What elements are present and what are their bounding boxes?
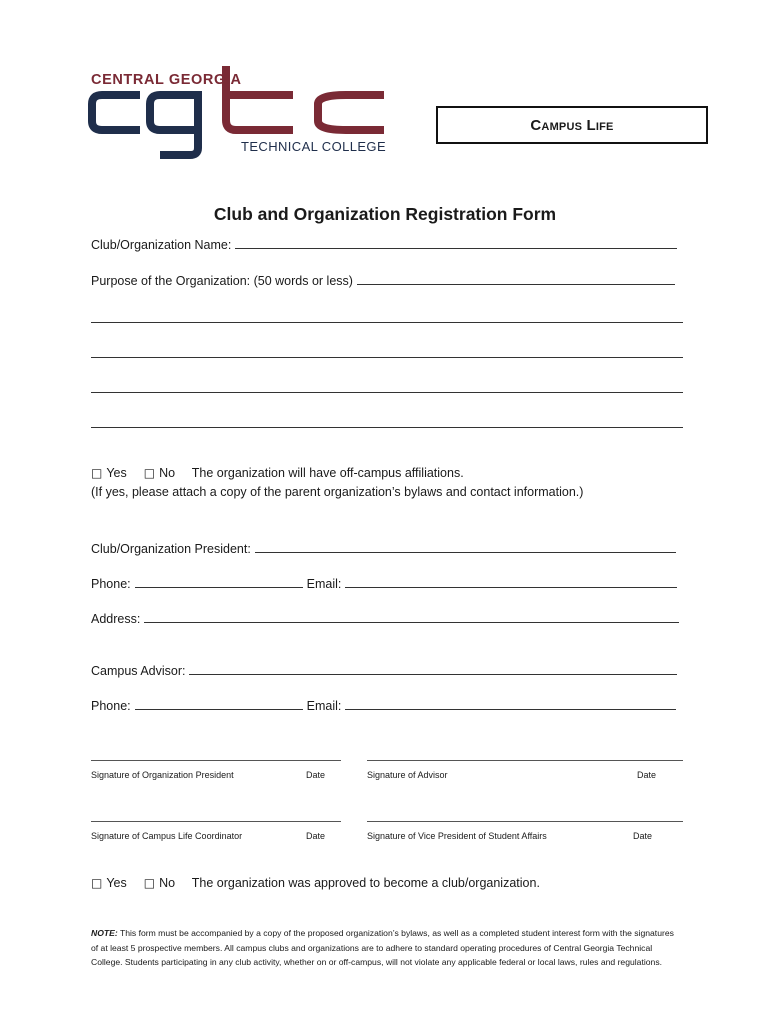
advisor-signature-label: Signature of Advisor [367, 770, 448, 780]
purpose-line-3[interactable] [91, 392, 683, 393]
advisor-label: Campus Advisor: [91, 664, 186, 678]
club-name-field[interactable] [235, 247, 677, 249]
advisor-signature-line[interactable] [367, 760, 683, 761]
advisor-phone-label: Phone: [91, 699, 131, 713]
note-text: This form must be accompanied by a copy of the proposed organization’s bylaws, as well as a completed student interest form with the signatures of at least 5 prospective members. All campus clubs and organizations are to adhere to standard operating procedures of Central Georgia Technical College. Students participating in any club activity, whether on or off-campus, will not violate any applicable federal or local laws, rules and regulations. [91, 928, 674, 967]
president-signature-line[interactable] [91, 760, 341, 761]
approval-no-option[interactable] [144, 876, 175, 890]
approval-yes-label: Yes [106, 876, 127, 890]
email-label: Email: [306, 577, 342, 591]
affiliation-instruction: (If yes, please attach a copy of the parent organization’s bylaws and contact information.) [91, 485, 584, 499]
cgtc-logo [88, 62, 388, 162]
checkbox-icon[interactable]: □ [91, 466, 103, 480]
coordinator-date-label: Date [306, 831, 326, 841]
advisor-email-field[interactable] [345, 708, 676, 710]
purpose-label: Purpose of the Organization: (50 words or less) [91, 274, 353, 288]
affiliation-yes-option[interactable] [91, 466, 127, 480]
advisor-phone-field[interactable] [135, 708, 303, 710]
checkbox-icon[interactable]: □ [143, 466, 156, 480]
approval-no-label: No [159, 876, 176, 890]
advisor-contact-row [91, 699, 676, 713]
president-row [91, 542, 676, 556]
president-field[interactable] [255, 551, 676, 553]
advisor-row [91, 664, 677, 678]
president-contact-row [91, 577, 677, 591]
approval-yes-option[interactable] [91, 876, 127, 890]
president-signature-label: Signature of Organization President [91, 770, 234, 780]
affiliation-no-option[interactable] [144, 466, 175, 480]
logo-top-text: CENTRAL GEORGIA [91, 72, 242, 88]
purpose-row [91, 274, 675, 288]
affiliation-yes-label: Yes [106, 466, 127, 480]
campus-life-box: Campus Life [436, 106, 708, 144]
address-label: Address: [91, 612, 141, 626]
address-row [91, 612, 679, 626]
note-label: NOTE: [91, 928, 118, 938]
club-name-label: Club/Organization Name: [91, 238, 232, 252]
phone-label: Phone: [91, 577, 131, 591]
president-date-label: Date [306, 770, 326, 780]
form-title: Club and Organization Registration Form [213, 204, 557, 224]
phone-field[interactable] [135, 586, 303, 588]
purpose-line-2[interactable] [91, 357, 683, 358]
email-field[interactable] [345, 586, 677, 588]
coordinator-signature-line[interactable] [91, 821, 341, 822]
president-label: Club/Organization President: [91, 542, 251, 556]
note-paragraph [91, 926, 683, 970]
checkbox-icon[interactable]: □ [143, 876, 156, 890]
club-name-row [91, 238, 677, 252]
affiliation-no-label: No [159, 466, 176, 480]
vp-signature-label: Signature of Vice President of Student Affairs [367, 831, 547, 841]
address-field[interactable] [144, 621, 679, 623]
purpose-line-4[interactable] [91, 427, 683, 428]
logo-bottom-text: TECHNICAL COLLEGE [241, 139, 387, 154]
purpose-line-1[interactable] [91, 322, 683, 323]
advisor-email-label: Email: [306, 699, 342, 713]
approval-row [91, 876, 540, 890]
vp-date-label: Date [633, 831, 653, 841]
affiliation-row [91, 466, 464, 480]
affiliation-statement: The organization will have off-campus affiliations. [191, 466, 464, 480]
checkbox-icon[interactable]: □ [91, 876, 103, 890]
approval-statement: The organization was approved to become a club/organization. [191, 876, 540, 890]
advisor-date-label: Date [637, 770, 657, 780]
purpose-field[interactable] [357, 283, 675, 285]
coordinator-signature-label: Signature of Campus Life Coordinator [91, 831, 243, 841]
advisor-field[interactable] [189, 673, 677, 675]
vp-signature-line[interactable] [367, 821, 683, 822]
